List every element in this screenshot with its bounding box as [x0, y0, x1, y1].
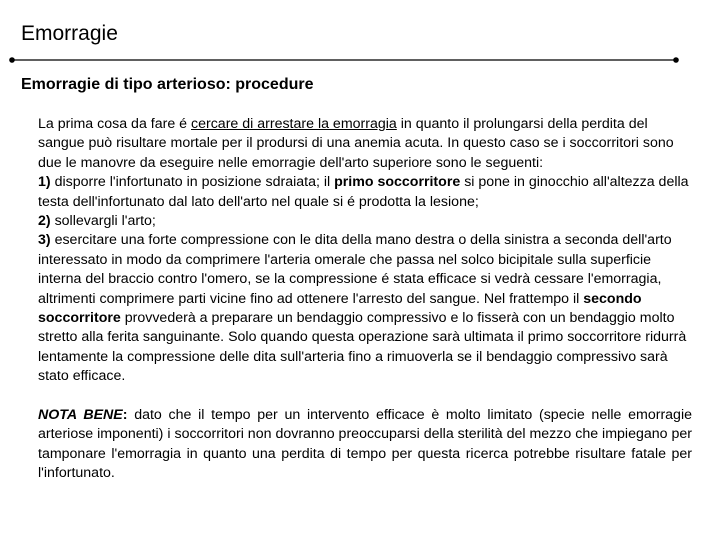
intro-text: La prima cosa da fare é	[38, 116, 191, 132]
slide-subtitle: Emorragie di tipo arterioso: procedure	[21, 76, 314, 93]
nota-bene-paragraph	[38, 406, 692, 484]
step-bold-text: primo soccorritore	[334, 174, 461, 191]
step-text: disporre l'infortunato in posizione sdraiata; il	[50, 174, 335, 191]
step-3	[38, 232, 686, 384]
step-bold-text: secondo soccorritore	[38, 290, 642, 327]
divider-end-dot-left	[9, 57, 15, 63]
step-text: sollevargli l'arto;	[50, 213, 156, 230]
divider-end-dot-right	[673, 57, 679, 63]
title-divider	[9, 57, 679, 63]
slide-title: Emorragie	[21, 22, 118, 45]
intro-text-continued: in quanto il prolungarsi della perdita del sangue può risultare mortale per il prodursi di una anemia acuta. In questo caso se i soccorritori sono due le manovre da eseguire nelle emorragie dell'arto superiore sono le seguenti:	[38, 116, 674, 171]
nota-bene-label: NOTA BENE	[38, 406, 123, 423]
step-text-continued: si pone in ginocchio all'altezza della testa dell'infortunato dal lato dell'arto nel quale si é prodotta la lesione;	[38, 174, 689, 210]
step-number: 1)	[38, 174, 51, 191]
step-number: 2)	[38, 213, 51, 230]
body-text	[38, 115, 692, 483]
step-1	[38, 174, 689, 209]
procedure-paragraph	[38, 115, 692, 387]
nota-bene-colon: :	[122, 406, 128, 423]
step-text: esercitare una forte compressione con le dita della mano destra o della sinistra a seconda dell'arto interessato in modo da comprimere l'arteria omerale che passa nel solco bicipitale sulla superficie interna del braccio contro l'omero, se la compressione é stata efficace si vedrà cessare l'emorragia, altrimenti comprimere parti vicine fino ad ottenere l'arresto del sangue. Nel frattempo il	[38, 232, 672, 307]
intro-underlined-text: cercare di arrestare la emorragia	[191, 116, 397, 132]
step-2	[38, 213, 156, 229]
step-number: 3)	[38, 232, 51, 249]
step-text-continued: provvederà a preparare un bendaggio compressivo e lo fisserà con un bendaggio molto stretto alla ferita sanguinante. Solo quando questa operazione sarà ultimata il primo soccorritore ridurrà lentamente la compressione delle dita sull'arteria fino a rimuoverla se il bendaggio compressivo sarà stato efficace.	[38, 310, 687, 385]
nota-bene-text: dato che il tempo per un intervento efficace è molto limitato (specie nelle emorragie arteriose imponenti) i soccorritori non dovranno preoccuparsi della sterilità del mezzo che impiegano per tamponare l'emorragia in quanto una perdita di tempo per questa ricerca potrebbe risultare fatale per l'infortunato.	[38, 406, 692, 481]
